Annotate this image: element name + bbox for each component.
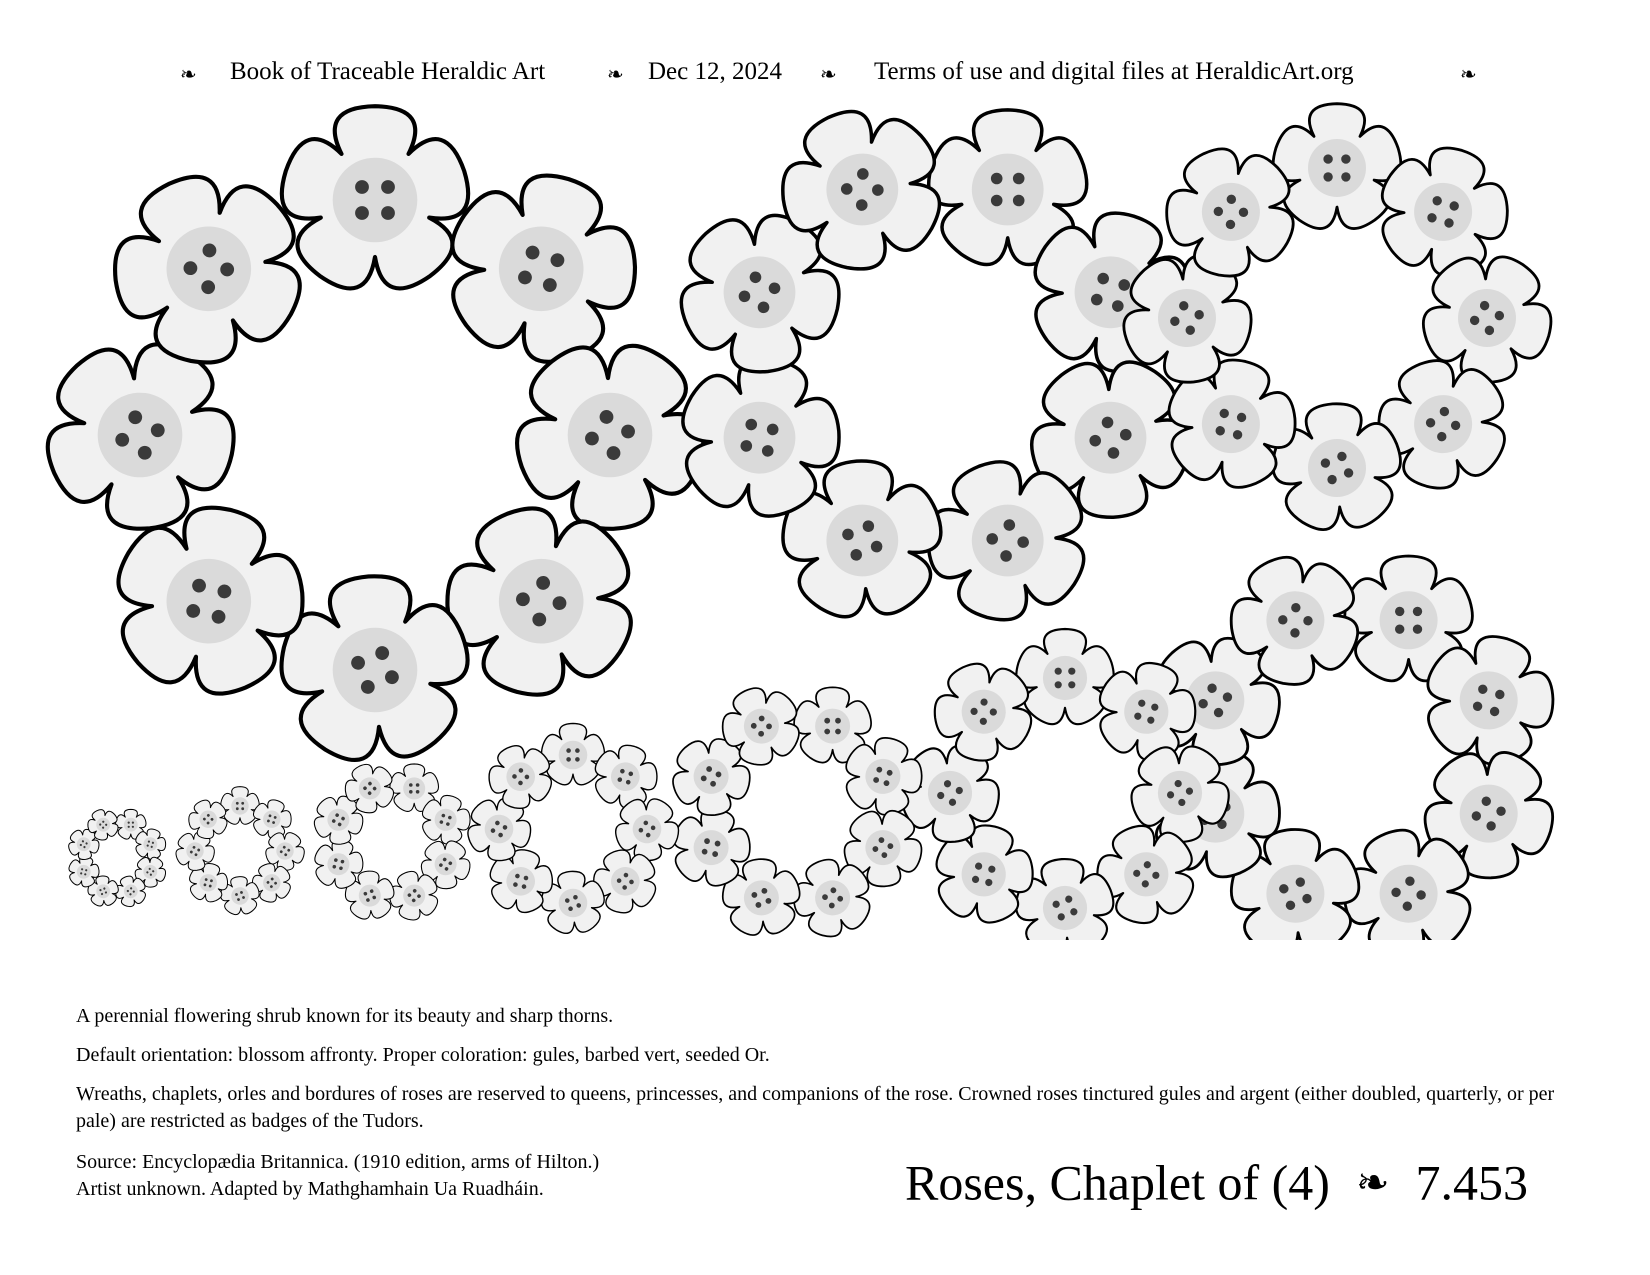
header-date: Dec 12, 2024 (648, 58, 782, 85)
plate-number: 7.453 (1415, 1154, 1528, 1211)
rose-icon (1016, 629, 1113, 724)
rose-chaplet (63, 803, 171, 912)
rose-chaplet (15, 106, 740, 789)
fleuron-icon: ❧ (1460, 64, 1477, 86)
plate-name: Roses, Chaplet of (4) (905, 1154, 1330, 1211)
fleuron-icon: ❧ (820, 64, 837, 86)
plate-title (905, 1148, 1585, 1218)
book-title: Book of Traceable Heraldic Art (230, 58, 546, 85)
rose-chaplet (457, 723, 691, 940)
rose-icon (1273, 104, 1401, 229)
description-line: A perennial flowering shrub known for its beauty and sharp thorns. (76, 1005, 614, 1027)
restriction-note: Wreaths, chaplets, orles and bordures of roses are reserved to queens, princesses, and companions of the rose. Crowned roses tinctured gules and argent (either doubled, quarterly, or per pale) are restricted as badges of the Tudors. (76, 1083, 1555, 1132)
fleuron-icon: ❧ (607, 64, 624, 86)
source-line: Source: Encyclopædia Britannica. (1910 edition, arms of Hilton.) (76, 1151, 600, 1173)
rose-chaplet (306, 754, 480, 929)
rose-chaplet (169, 787, 312, 921)
rose-chaplet (1130, 530, 1578, 940)
rose-icon (282, 106, 468, 288)
terms-link[interactable]: Terms of use and digital files at HeraldicArt.org (874, 58, 1354, 85)
rose-chaplet (659, 671, 936, 940)
orientation-line: Default orientation: blossom affronty. Proper coloration: gules, barbed vert, seeded Or. (76, 1044, 770, 1066)
rose-chaplet (654, 77, 1221, 649)
fleuron-icon: ❧ (180, 64, 197, 86)
fleuron-icon: ❧ (1355, 1160, 1390, 1206)
rose-icon (221, 787, 259, 825)
rose-icon (542, 723, 605, 784)
artist-line: Artist unknown. Adapted by Mathghamhain Ua Ruadháin. (76, 1178, 544, 1200)
